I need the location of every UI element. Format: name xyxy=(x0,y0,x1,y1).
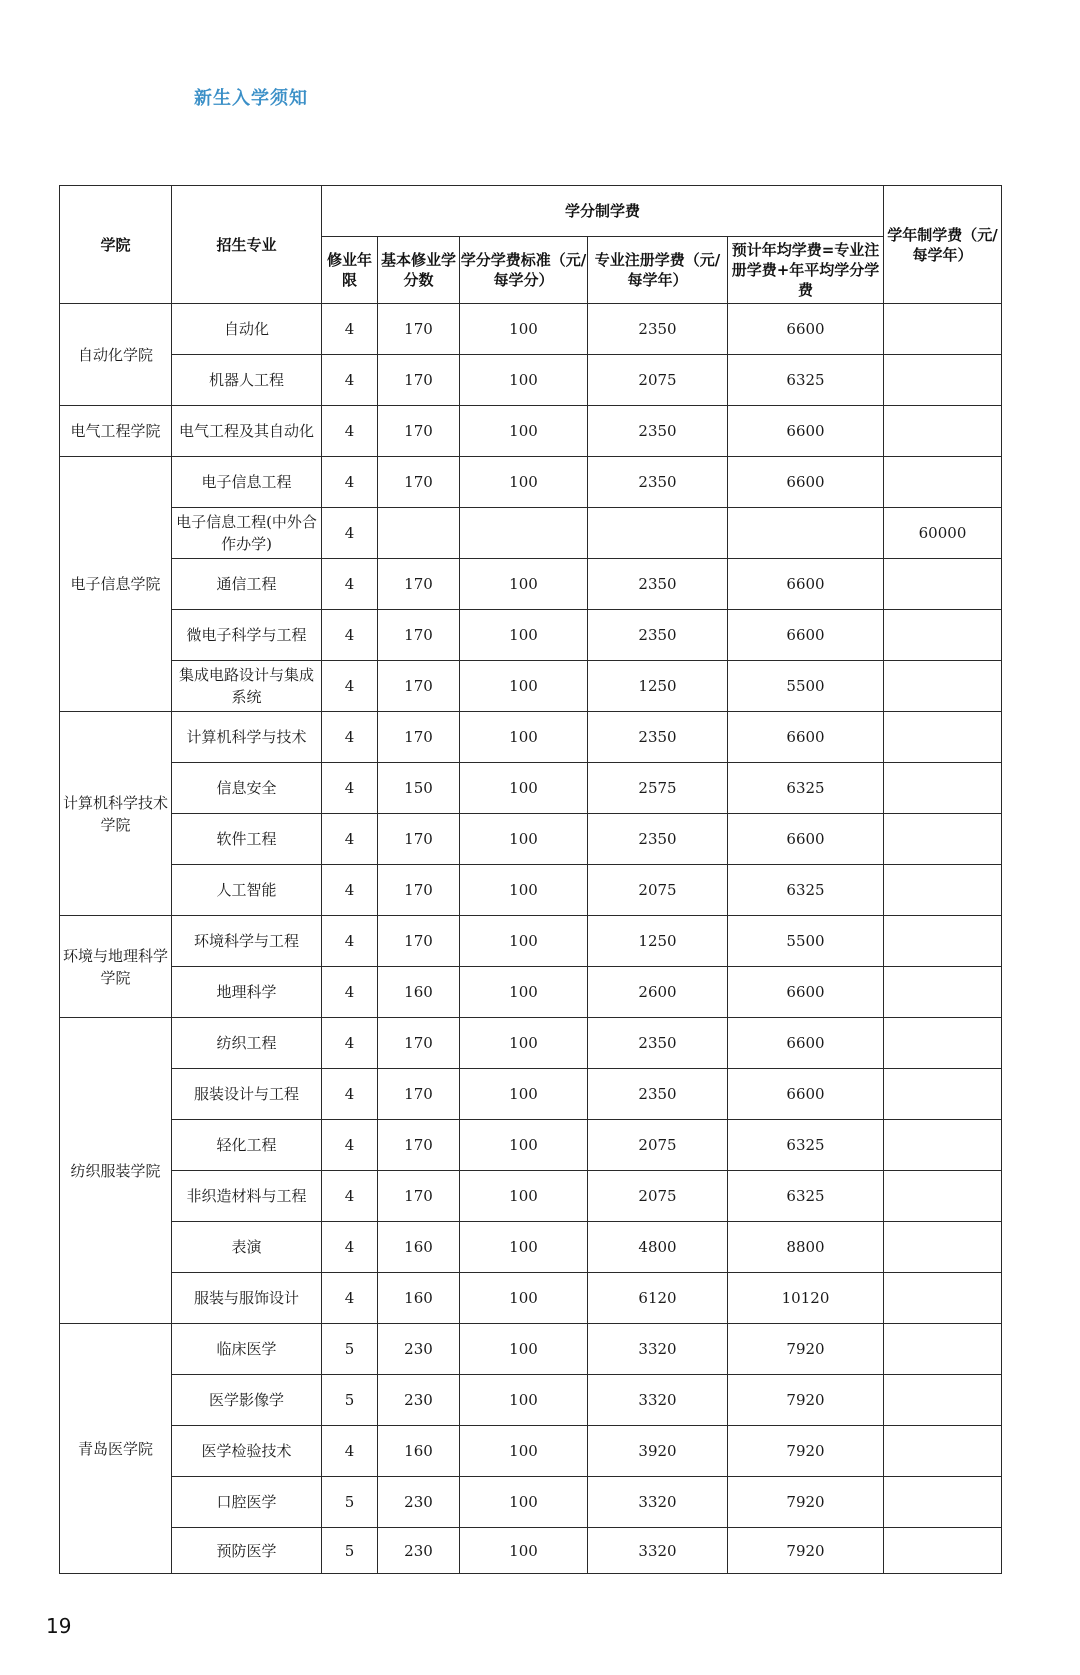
table-row xyxy=(60,1426,1002,1477)
cell-annual-estimate: 7920 xyxy=(728,1375,884,1426)
cell-credits: 160 xyxy=(378,967,460,1018)
table-row xyxy=(60,1273,1002,1324)
table-row xyxy=(60,1069,1002,1120)
cell-registration-fee: 2350 xyxy=(588,457,728,508)
cell-credits: 170 xyxy=(378,1120,460,1171)
cell-years: 4 xyxy=(322,559,378,610)
table-row xyxy=(60,1375,1002,1426)
cell-years: 4 xyxy=(322,304,378,355)
cell-major: 服装设计与工程 xyxy=(172,1069,322,1120)
header-registration-fee: 专业注册学费（元/每学年） xyxy=(588,237,728,304)
cell-major: 人工智能 xyxy=(172,865,322,916)
cell-registration-fee: 2600 xyxy=(588,967,728,1018)
cell-annual-estimate: 6600 xyxy=(728,967,884,1018)
cell-major: 医学影像学 xyxy=(172,1375,322,1426)
cell-registration-fee: 2350 xyxy=(588,814,728,865)
cell-credits: 150 xyxy=(378,763,460,814)
cell-annual-estimate: 6325 xyxy=(728,865,884,916)
cell-academic-year-fee xyxy=(884,1528,1002,1574)
cell-academic-year-fee xyxy=(884,814,1002,865)
cell-major: 信息安全 xyxy=(172,763,322,814)
cell-registration-fee: 2350 xyxy=(588,304,728,355)
cell-major: 环境科学与工程 xyxy=(172,916,322,967)
cell-academic-year-fee xyxy=(884,661,1002,712)
header-college: 学院 xyxy=(60,186,172,304)
cell-major: 电子信息工程 xyxy=(172,457,322,508)
cell-credit-fee: 100 xyxy=(460,1069,588,1120)
table-row xyxy=(60,559,1002,610)
cell-credits: 160 xyxy=(378,1426,460,1477)
cell-credit-fee: 100 xyxy=(460,1120,588,1171)
table-row xyxy=(60,355,1002,406)
cell-annual-estimate: 6325 xyxy=(728,355,884,406)
cell-major: 口腔医学 xyxy=(172,1477,322,1528)
cell-academic-year-fee xyxy=(884,1222,1002,1273)
cell-academic-year-fee xyxy=(884,355,1002,406)
table-row xyxy=(60,865,1002,916)
cell-major: 通信工程 xyxy=(172,559,322,610)
table-body xyxy=(60,304,1002,1574)
cell-credits: 170 xyxy=(378,406,460,457)
cell-registration-fee: 2350 xyxy=(588,1069,728,1120)
header-credits: 基本修业学分数 xyxy=(378,237,460,304)
cell-registration-fee: 2075 xyxy=(588,1171,728,1222)
cell-credit-fee: 100 xyxy=(460,610,588,661)
cell-major: 电气工程及其自动化 xyxy=(172,406,322,457)
cell-annual-estimate: 6600 xyxy=(728,406,884,457)
header-years: 修业年限 xyxy=(322,237,378,304)
cell-major: 纺织工程 xyxy=(172,1018,322,1069)
cell-registration-fee: 2350 xyxy=(588,1018,728,1069)
cell-academic-year-fee xyxy=(884,406,1002,457)
cell-academic-year-fee xyxy=(884,1273,1002,1324)
cell-credit-fee: 100 xyxy=(460,559,588,610)
cell-credit-fee: 100 xyxy=(460,865,588,916)
cell-major: 表演 xyxy=(172,1222,322,1273)
cell-registration-fee xyxy=(588,508,728,559)
cell-major: 预防医学 xyxy=(172,1528,322,1574)
cell-credit-fee: 100 xyxy=(460,1528,588,1574)
cell-credit-fee: 100 xyxy=(460,457,588,508)
cell-credit-fee: 100 xyxy=(460,1477,588,1528)
cell-annual-estimate: 6325 xyxy=(728,1120,884,1171)
cell-years: 4 xyxy=(322,1273,378,1324)
cell-major: 临床医学 xyxy=(172,1324,322,1375)
cell-years: 4 xyxy=(322,406,378,457)
cell-credits: 170 xyxy=(378,1069,460,1120)
cell-credit-fee: 100 xyxy=(460,1222,588,1273)
cell-annual-estimate: 8800 xyxy=(728,1222,884,1273)
cell-college: 青岛医学院 xyxy=(60,1324,172,1574)
cell-credits: 170 xyxy=(378,916,460,967)
cell-annual-estimate: 6325 xyxy=(728,1171,884,1222)
cell-registration-fee: 1250 xyxy=(588,916,728,967)
cell-years: 5 xyxy=(322,1324,378,1375)
cell-college: 环境与地理科学学院 xyxy=(60,916,172,1018)
cell-years: 5 xyxy=(322,1528,378,1574)
table-row xyxy=(60,1324,1002,1375)
cell-credit-fee: 100 xyxy=(460,355,588,406)
cell-years: 4 xyxy=(322,814,378,865)
cell-credit-fee: 100 xyxy=(460,712,588,763)
cell-credit-fee: 100 xyxy=(460,1324,588,1375)
cell-major: 轻化工程 xyxy=(172,1120,322,1171)
cell-registration-fee: 2350 xyxy=(588,610,728,661)
table-row xyxy=(60,661,1002,712)
cell-registration-fee: 1250 xyxy=(588,661,728,712)
cell-years: 4 xyxy=(322,355,378,406)
cell-major: 机器人工程 xyxy=(172,355,322,406)
cell-academic-year-fee xyxy=(884,1069,1002,1120)
cell-annual-estimate: 7920 xyxy=(728,1477,884,1528)
cell-annual-estimate: 6600 xyxy=(728,814,884,865)
cell-years: 5 xyxy=(322,1375,378,1426)
cell-credits: 160 xyxy=(378,1222,460,1273)
cell-registration-fee: 3320 xyxy=(588,1324,728,1375)
cell-credit-fee: 100 xyxy=(460,1375,588,1426)
cell-annual-estimate: 10120 xyxy=(728,1273,884,1324)
cell-major: 服装与服饰设计 xyxy=(172,1273,322,1324)
cell-academic-year-fee xyxy=(884,1120,1002,1171)
cell-annual-estimate xyxy=(728,508,884,559)
cell-college: 电子信息学院 xyxy=(60,457,172,712)
cell-years: 4 xyxy=(322,916,378,967)
cell-credits: 170 xyxy=(378,712,460,763)
cell-years: 4 xyxy=(322,712,378,763)
cell-credits: 170 xyxy=(378,559,460,610)
cell-registration-fee: 2075 xyxy=(588,865,728,916)
cell-credit-fee: 100 xyxy=(460,814,588,865)
cell-major: 集成电路设计与集成系统 xyxy=(172,661,322,712)
cell-academic-year-fee xyxy=(884,559,1002,610)
cell-annual-estimate: 5500 xyxy=(728,661,884,712)
cell-academic-year-fee xyxy=(884,1324,1002,1375)
cell-years: 4 xyxy=(322,508,378,559)
cell-credits: 170 xyxy=(378,865,460,916)
cell-credits xyxy=(378,508,460,559)
cell-credit-fee: 100 xyxy=(460,916,588,967)
cell-annual-estimate: 6600 xyxy=(728,712,884,763)
cell-academic-year-fee xyxy=(884,916,1002,967)
cell-credits: 170 xyxy=(378,814,460,865)
cell-annual-estimate: 6325 xyxy=(728,763,884,814)
cell-registration-fee: 3320 xyxy=(588,1375,728,1426)
cell-credits: 170 xyxy=(378,457,460,508)
cell-credit-fee: 100 xyxy=(460,406,588,457)
cell-credits: 230 xyxy=(378,1528,460,1574)
cell-credit-fee xyxy=(460,508,588,559)
table-row xyxy=(60,508,1002,559)
cell-credits: 230 xyxy=(378,1477,460,1528)
cell-registration-fee: 3320 xyxy=(588,1528,728,1574)
cell-annual-estimate: 6600 xyxy=(728,457,884,508)
table-row xyxy=(60,1171,1002,1222)
table-row xyxy=(60,1120,1002,1171)
cell-registration-fee: 2075 xyxy=(588,1120,728,1171)
cell-academic-year-fee xyxy=(884,967,1002,1018)
cell-registration-fee: 3920 xyxy=(588,1426,728,1477)
cell-major: 地理科学 xyxy=(172,967,322,1018)
cell-years: 4 xyxy=(322,661,378,712)
cell-years: 4 xyxy=(322,967,378,1018)
cell-academic-year-fee xyxy=(884,1171,1002,1222)
table-row xyxy=(60,1222,1002,1273)
cell-academic-year-fee xyxy=(884,712,1002,763)
cell-annual-estimate: 6600 xyxy=(728,610,884,661)
cell-college: 自动化学院 xyxy=(60,304,172,406)
header-credit-fee: 学分学费标准（元/每学分） xyxy=(460,237,588,304)
cell-major: 计算机科学与技术 xyxy=(172,712,322,763)
cell-major: 非织造材料与工程 xyxy=(172,1171,322,1222)
cell-academic-year-fee xyxy=(884,610,1002,661)
cell-registration-fee: 2350 xyxy=(588,559,728,610)
cell-credits: 230 xyxy=(378,1375,460,1426)
table-row xyxy=(60,916,1002,967)
table-row xyxy=(60,1528,1002,1574)
header-academic-year-fee: 学年制学费（元/每学年） xyxy=(884,186,1002,304)
cell-registration-fee: 2350 xyxy=(588,712,728,763)
table-row xyxy=(60,1018,1002,1069)
cell-major: 自动化 xyxy=(172,304,322,355)
tuition-table xyxy=(59,185,1002,1574)
cell-annual-estimate: 7920 xyxy=(728,1426,884,1477)
cell-years: 4 xyxy=(322,457,378,508)
table-row xyxy=(60,967,1002,1018)
table-row xyxy=(60,814,1002,865)
cell-years: 4 xyxy=(322,1426,378,1477)
cell-annual-estimate: 5500 xyxy=(728,916,884,967)
cell-years: 4 xyxy=(322,763,378,814)
cell-academic-year-fee xyxy=(884,457,1002,508)
cell-credits: 160 xyxy=(378,1273,460,1324)
cell-registration-fee: 4800 xyxy=(588,1222,728,1273)
table-row xyxy=(60,610,1002,661)
cell-credit-fee: 100 xyxy=(460,1171,588,1222)
cell-college: 计算机科学技术学院 xyxy=(60,712,172,916)
cell-credits: 230 xyxy=(378,1324,460,1375)
cell-years: 5 xyxy=(322,1477,378,1528)
cell-credits: 170 xyxy=(378,1171,460,1222)
cell-major: 软件工程 xyxy=(172,814,322,865)
cell-college: 纺织服装学院 xyxy=(60,1018,172,1324)
cell-years: 4 xyxy=(322,1120,378,1171)
cell-annual-estimate: 6600 xyxy=(728,1018,884,1069)
cell-annual-estimate: 7920 xyxy=(728,1528,884,1574)
cell-registration-fee: 3320 xyxy=(588,1477,728,1528)
cell-credit-fee: 100 xyxy=(460,1273,588,1324)
header-major: 招生专业 xyxy=(172,186,322,304)
table-row xyxy=(60,304,1002,355)
cell-credits: 170 xyxy=(378,610,460,661)
cell-academic-year-fee: 60000 xyxy=(884,508,1002,559)
cell-annual-estimate: 6600 xyxy=(728,559,884,610)
page-header-title: 新生入学须知 xyxy=(194,88,308,109)
cell-registration-fee: 6120 xyxy=(588,1273,728,1324)
cell-credits: 170 xyxy=(378,355,460,406)
cell-major: 医学检验技术 xyxy=(172,1426,322,1477)
cell-credit-fee: 100 xyxy=(460,661,588,712)
cell-major: 微电子科学与工程 xyxy=(172,610,322,661)
cell-annual-estimate: 6600 xyxy=(728,304,884,355)
cell-credit-fee: 100 xyxy=(460,1426,588,1477)
cell-credits: 170 xyxy=(378,304,460,355)
cell-registration-fee: 2350 xyxy=(588,406,728,457)
cell-years: 4 xyxy=(322,1171,378,1222)
table-row xyxy=(60,712,1002,763)
cell-credit-fee: 100 xyxy=(460,967,588,1018)
cell-annual-estimate: 7920 xyxy=(728,1324,884,1375)
cell-academic-year-fee xyxy=(884,865,1002,916)
cell-academic-year-fee xyxy=(884,1477,1002,1528)
cell-academic-year-fee xyxy=(884,1375,1002,1426)
cell-years: 4 xyxy=(322,610,378,661)
cell-credit-fee: 100 xyxy=(460,304,588,355)
page-number: 19 xyxy=(46,1614,72,1638)
cell-registration-fee: 2075 xyxy=(588,355,728,406)
cell-registration-fee: 2575 xyxy=(588,763,728,814)
cell-college: 电气工程学院 xyxy=(60,406,172,457)
cell-academic-year-fee xyxy=(884,1018,1002,1069)
header-annual-estimate: 预计年均学费=专业注册学费+年平均学分学费 xyxy=(728,237,884,304)
cell-annual-estimate: 6600 xyxy=(728,1069,884,1120)
header-credit-system-fee: 学分制学费 xyxy=(322,186,884,237)
table-row xyxy=(60,1477,1002,1528)
cell-years: 4 xyxy=(322,1018,378,1069)
cell-credits: 170 xyxy=(378,661,460,712)
cell-academic-year-fee xyxy=(884,763,1002,814)
cell-academic-year-fee xyxy=(884,1426,1002,1477)
cell-years: 4 xyxy=(322,865,378,916)
cell-years: 4 xyxy=(322,1069,378,1120)
cell-major: 电子信息工程(中外合作办学) xyxy=(172,508,322,559)
cell-academic-year-fee xyxy=(884,304,1002,355)
cell-credit-fee: 100 xyxy=(460,1018,588,1069)
cell-credits: 170 xyxy=(378,1018,460,1069)
table-row xyxy=(60,763,1002,814)
cell-credit-fee: 100 xyxy=(460,763,588,814)
cell-years: 4 xyxy=(322,1222,378,1273)
table-row xyxy=(60,457,1002,508)
table-row xyxy=(60,406,1002,457)
